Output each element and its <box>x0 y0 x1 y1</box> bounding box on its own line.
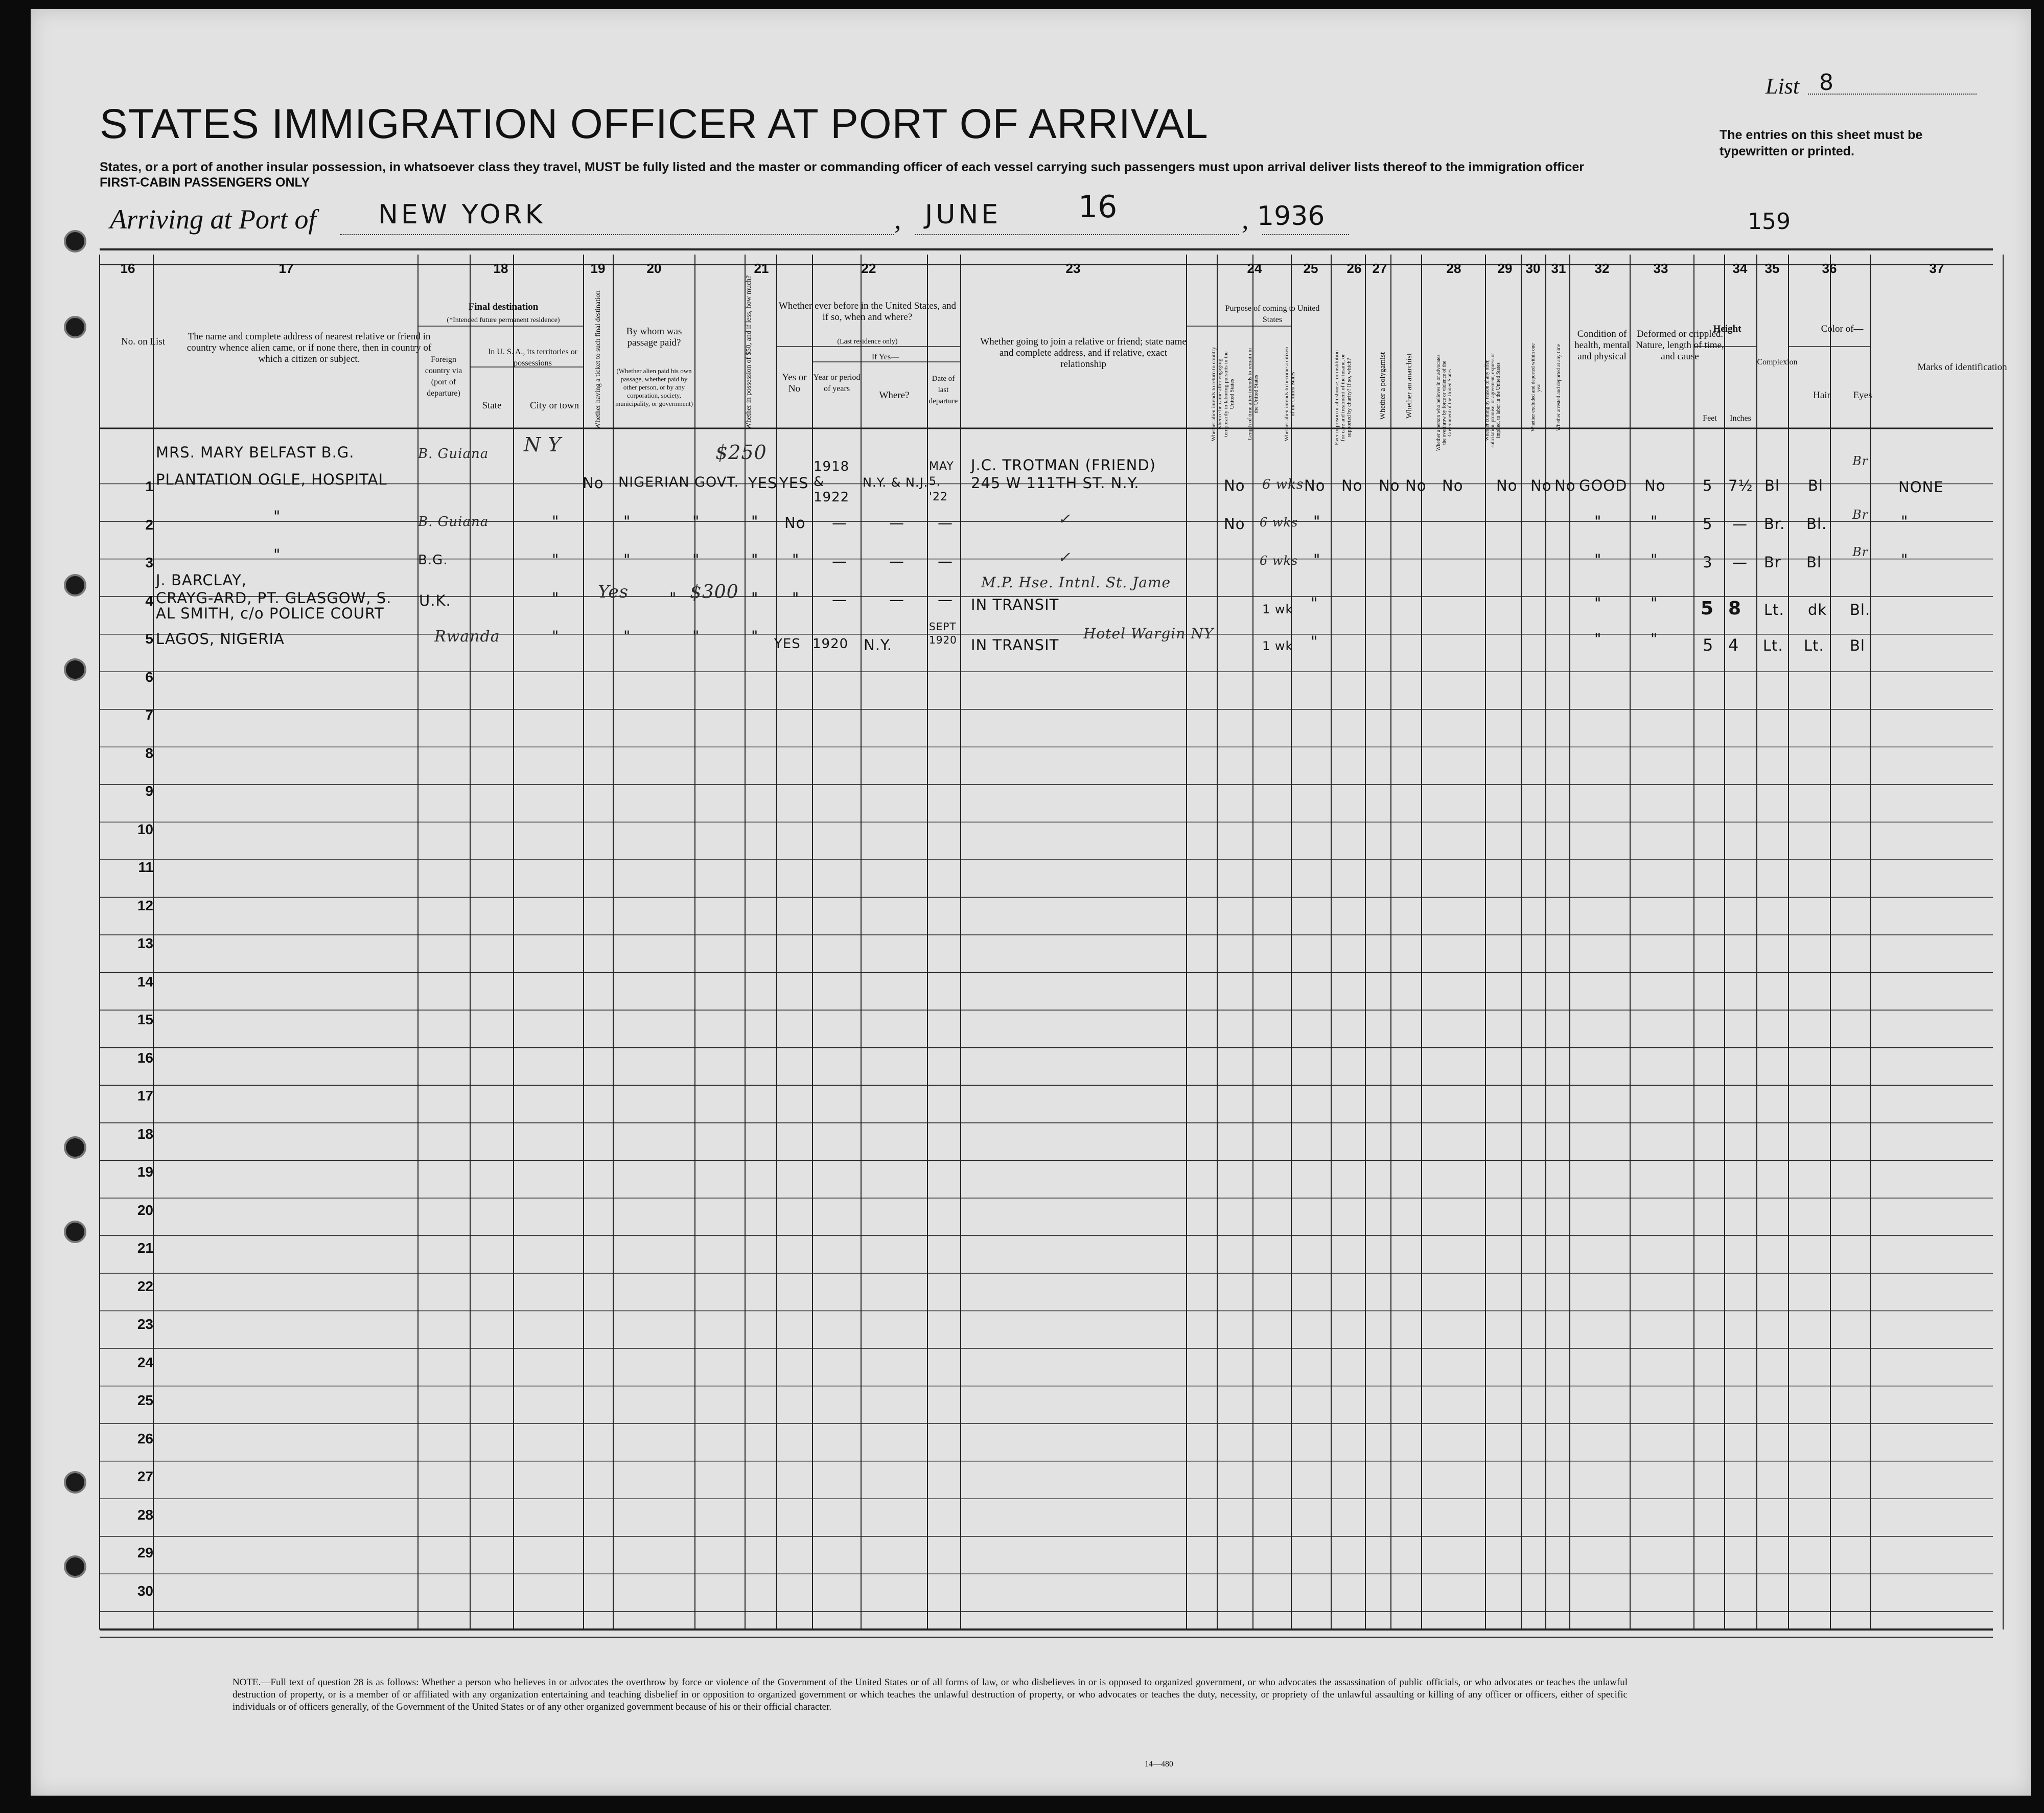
row4-relative-address: CRAYG-ARD, PT. GLASGOW, S. <box>156 589 392 607</box>
header-nearest-relative: The name and complete address of nearest relative or friend in country whence alien came, or if none there, then in country of which a citizen or subject. <box>187 331 432 364</box>
column-number: 17 <box>278 261 294 276</box>
row-number: 26 <box>137 1430 153 1447</box>
column-number: 32 <box>1594 261 1610 276</box>
row1-inches: 7½ <box>1728 477 1753 494</box>
row4-fifty: " <box>751 589 759 607</box>
column-number: 30 <box>1525 261 1541 276</box>
row5-deformed: " <box>1651 630 1658 648</box>
row-number: 29 <box>137 1545 153 1560</box>
row-number: 20 <box>137 1202 153 1218</box>
row2-where: — <box>889 514 904 532</box>
row1-join-address: 245 W 111TH ST. N.Y. <box>971 474 1140 492</box>
row2-eyes: Br <box>1852 508 1869 522</box>
row4-join: IN TRANSIT <box>971 596 1059 613</box>
row4-country: U.K. <box>419 592 451 609</box>
row4-years: — <box>832 591 847 608</box>
page-number: 159 <box>1748 209 1791 235</box>
list-value: 8 <box>1819 70 1833 96</box>
header-final-destination: Final destination <box>468 302 539 312</box>
column-number: 28 <box>1446 261 1461 276</box>
column-number: 31 <box>1551 261 1566 276</box>
column-number: 19 <box>590 261 606 276</box>
row5-join-note: Hotel Wargin NY <box>1083 625 1214 642</box>
row-number: 3 <box>145 555 153 570</box>
row1-purpose-citizen: No <box>1304 477 1326 494</box>
row1-purpose-return: No <box>1224 477 1245 494</box>
row3-health: " <box>1594 551 1602 568</box>
row-number: 6 <box>145 669 153 685</box>
header-inches: Inches <box>1730 414 1751 423</box>
row-number: 22 <box>137 1278 153 1294</box>
row2-purpose-citizen: " <box>1313 513 1321 530</box>
row-number: 28 <box>137 1506 153 1523</box>
row4-feet: 5 <box>1701 598 1714 619</box>
row1-ticket: No <box>583 474 604 492</box>
header-marks: Marks of identification <box>1917 362 2007 373</box>
row1-health: GOOD <box>1579 477 1628 494</box>
row-number: 17 <box>137 1088 153 1104</box>
row3-country: B.G. <box>418 553 448 568</box>
row4-deformed: " <box>1651 594 1658 612</box>
row5-relative: AL SMITH, c/o POLICE COURT <box>156 605 384 622</box>
row5-purpose-citizen: " <box>1311 633 1318 650</box>
row5-eyes: Bl <box>1850 637 1865 654</box>
row3-passage-paid: " <box>692 551 700 568</box>
column-number: 37 <box>1929 261 1944 276</box>
header-state: State <box>482 400 502 411</box>
row1-polygamist: No <box>1379 477 1400 494</box>
typewritten-notice: The entries on this sheet must be typewritten or printed. <box>1720 128 1923 158</box>
row4-eyes: Bl. <box>1850 601 1871 618</box>
column-number: 16 <box>120 261 135 276</box>
row4-join-note: M.P. Hse. Intnl. St. Jame <box>981 574 1171 591</box>
header-city: City or town <box>529 400 579 411</box>
row4-where: — <box>889 591 904 608</box>
row1-where: N.Y. & N.J. <box>863 475 928 490</box>
row-number: 8 <box>145 745 153 761</box>
column-number: 18 <box>493 261 508 276</box>
row1-deformed: No <box>1644 477 1666 494</box>
row-number: 13 <box>137 935 153 951</box>
row5-before: YES <box>774 636 801 652</box>
row-number: 23 <box>137 1316 153 1332</box>
list-label: List <box>1766 74 1800 99</box>
header-feet: Feet <box>1703 414 1717 423</box>
header-excluded: Whether excluded and deported within one year <box>1530 343 1542 432</box>
row5-where: N.Y. <box>864 636 892 654</box>
row-number: 2 <box>145 516 153 533</box>
column-number: 21 <box>754 261 769 276</box>
row1-join: J.C. TROTMAN (FRIEND) <box>971 456 1156 474</box>
month-value: JUNE <box>925 199 1002 230</box>
column-number: 34 <box>1732 261 1748 276</box>
row1-arrested: No <box>1554 477 1576 494</box>
row1-eyes: Br <box>1852 454 1869 468</box>
row3-inches: — <box>1732 554 1748 571</box>
row4-health: " <box>1594 594 1602 612</box>
row2-country: B. Guiana <box>418 514 489 530</box>
row1-feet: 5 <box>1703 477 1713 494</box>
header-eyes: Eyes <box>1853 390 1872 401</box>
row1-purpose-length: 6 wks <box>1262 477 1304 492</box>
row-number: 7 <box>145 707 153 723</box>
header-passage-note: (Whether alien paid his own passage, whether paid by other person, or by any corporation, society, municipality, or government) <box>615 367 693 407</box>
row3-join: ✓ <box>1058 548 1071 566</box>
row1-country: B. Guiana <box>418 446 489 462</box>
row5-purpose-length: 1 wk <box>1262 639 1293 653</box>
footnote: NOTE.—Full text of question 28 is as follows: Whether a person who believes in or advocates the overthrow by force or violence of the Government of the United States or of all forms of law, or who disbelieves in or is opposed to organized government, or who advocates the assassination of public officials, or who advocates or teaches the unlawful destruction of property, or is a member of or affiliated with any organization entertaining and teaching disbelief in or opposition to organized government or which teaches the unlawful destruction of property, or who advocates or teaches the duty, necessity, or propriety of the unlawful assaulting or killing of any officer or officers, either of specific individuals or of officers generally, of the Government of the United States or of any other organized government because of his or their official character. <box>233 1677 1628 1712</box>
row1-fifty: YES <box>748 474 778 492</box>
row2-complexion: Br. <box>1764 515 1785 533</box>
row5-country: Rwanda <box>434 628 500 646</box>
row3-purpose-length: 6 wks <box>1260 554 1298 568</box>
row1-before: YES <box>779 474 809 492</box>
header-hair: Hair <box>1813 390 1830 401</box>
header-arrested: Whether arrested and deported at any time <box>1556 344 1562 431</box>
column-number: 25 <box>1303 261 1318 276</box>
header-yes-no: Yes or No <box>782 372 807 394</box>
row5-departure: SEPT 1920 <box>929 621 957 646</box>
header-health: Condition of health, mental and physical <box>1574 329 1630 362</box>
row2-purpose-length: 6 wks <box>1260 515 1298 530</box>
row1-passage-paid: NIGERIAN GOVT. <box>618 474 739 490</box>
header-deformed: Deformed or crippled. Nature, length of time, and cause <box>1636 329 1724 362</box>
row-number: 21 <box>137 1240 153 1256</box>
row2-hair: Bl. <box>1806 515 1827 533</box>
row2-inches: — <box>1732 515 1748 533</box>
header-height: Height <box>1713 324 1741 334</box>
header-no-on-list: No. on List <box>121 336 166 347</box>
form-number: 14—480 <box>1145 1760 1173 1769</box>
row5-complexion: Lt. <box>1763 637 1783 654</box>
row1-marks: NONE <box>1898 478 1944 496</box>
header-prison: Ever in prison or almshouse, or institution for care and treatment of the insane, or supported by charity? If so, which? <box>1334 350 1352 445</box>
row2-ticket: " <box>623 513 631 530</box>
subtitle-line-1: States, or a port of another insular possession, in whatsoever class they travel, MUST be fully listed and the master or commanding officer of each vessel carrying such passengers must upon arrival deliver lists thereof to the immigration officer <box>100 160 1584 174</box>
row3-city: " <box>552 551 560 568</box>
header-final-destination-note: (*Intended future permanent residence) <box>447 316 560 324</box>
row-number: 27 <box>137 1468 153 1484</box>
header-purpose-citizen: Whether alien intends to become a citizen of the United States <box>1284 347 1296 442</box>
row5-relative-address: LAGOS, NIGERIA <box>156 630 285 648</box>
header-if-yes: If Yes— <box>871 353 899 361</box>
row4-complexion: Lt. <box>1764 601 1784 618</box>
row2-before: No <box>784 514 806 532</box>
row3-relative: " <box>273 546 281 563</box>
year-value: 1936 <box>1257 201 1325 232</box>
row1-complexion: Bl <box>1764 477 1780 494</box>
row5-health: " <box>1594 630 1602 648</box>
row1-overthrow: No <box>1442 477 1464 494</box>
manifest-grid <box>31 9 2031 1796</box>
row3-hair: Bl <box>1806 554 1822 571</box>
header-where: Where? <box>879 390 910 401</box>
column-number: 35 <box>1764 261 1780 276</box>
header-polygamist: Whether a polygamist <box>1379 352 1387 420</box>
header-overthrow: Whether a person who believes in or advocates the overthrow by force or violence of the Government of the United States <box>1436 354 1453 451</box>
row1-relative-address: PLANTATION OGLE, HOSPITAL <box>156 471 387 488</box>
row4-purpose-citizen: " <box>1311 594 1318 612</box>
header-in-usa: In U. S. A., its territories or possessions <box>487 348 578 368</box>
row5-ticket: " <box>623 628 631 645</box>
row-number: 12 <box>137 897 153 913</box>
row1-relative: MRS. MARY BELFAST B.G. <box>156 444 355 461</box>
row1-city: N Y <box>524 433 562 456</box>
row1-years: 1918 & 1922 <box>814 459 850 505</box>
row5-inches: 4 <box>1728 635 1739 655</box>
header-ticket: Whether having a ticket to such final destination <box>594 290 602 429</box>
row-number: 16 <box>137 1049 153 1066</box>
row-number: 24 <box>137 1354 153 1370</box>
header-purpose: Purpose of coming to United States <box>1225 304 1320 324</box>
row4-passage-amount: $300 <box>690 582 739 603</box>
subtitle-line-2: FIRST-CABIN PASSENGERS ONLY <box>100 175 310 190</box>
comma-2: , <box>1242 204 1249 235</box>
row4-relative: J. BARCLAY, <box>156 571 247 589</box>
header-anarchist: Whether an anarchist <box>1405 353 1413 419</box>
row4-city: " <box>552 589 560 607</box>
row-number: 5 <box>145 631 153 647</box>
row3-fifty: " <box>751 551 759 568</box>
row3-years: — <box>832 553 847 570</box>
row4-hair: dk <box>1808 601 1827 618</box>
header-contract: Whether coming by reason of any offer, solicitation, promise, or agreement, express or implied, to labor in the United States <box>1484 353 1501 448</box>
manifest-sheet <box>31 9 2031 1796</box>
column-number: 33 <box>1653 261 1668 276</box>
row3-before: " <box>792 551 800 568</box>
row2-marks: " <box>1901 513 1909 530</box>
header-last-residence: (Last residence only) <box>837 338 898 346</box>
row5-fifty: " <box>751 628 759 645</box>
row1-hair: Bl <box>1808 477 1823 494</box>
row4-ticket: Yes <box>598 582 629 602</box>
header-color-of: Color of— <box>1821 324 1864 334</box>
row2-purpose-return: No <box>1224 515 1245 533</box>
row5-passage-paid: " <box>692 628 700 645</box>
row1-anarchist: No <box>1405 477 1427 494</box>
row2-years: — <box>832 514 847 532</box>
comma-1: , <box>894 204 901 235</box>
row4-before: " <box>792 589 800 607</box>
row3-eyes: Br <box>1852 545 1869 559</box>
row4-departure: — <box>938 591 953 608</box>
row3-marks: " <box>1901 551 1909 568</box>
row-number: 25 <box>137 1392 153 1408</box>
header-purpose-return: Whether alien intends to return to country whence he came after engaging temporarily in laboring pursuits in the United States <box>1211 347 1235 442</box>
row2-fifty: " <box>751 513 759 530</box>
row2-relative: " <box>273 508 281 525</box>
row3-purpose-citizen: " <box>1313 551 1321 568</box>
row2-departure: — <box>938 514 953 532</box>
column-number: 27 <box>1372 261 1387 276</box>
header-passage-paid: By whom was passage paid? <box>626 326 682 348</box>
row3-departure: — <box>938 553 953 570</box>
port-value: NEW YORK <box>378 199 546 230</box>
page-title: STATES IMMIGRATION OFFICER AT PORT OF ARRIVAL <box>100 101 1209 147</box>
row2-join: ✓ <box>1058 510 1071 527</box>
row1-prison: No <box>1341 477 1363 494</box>
row3-ticket: " <box>623 551 631 568</box>
row-number: 19 <box>137 1164 153 1180</box>
header-year-period: Year or period of years <box>813 373 861 393</box>
row5-hair: Lt. <box>1804 637 1824 654</box>
column-number: 29 <box>1497 261 1513 276</box>
row3-where: — <box>889 553 904 570</box>
header-complexion: Complexion <box>1757 358 1798 366</box>
column-number: 36 <box>1822 261 1837 276</box>
day-value: 16 <box>1078 189 1118 225</box>
row1-contract: No <box>1496 477 1518 494</box>
row5-join: IN TRANSIT <box>971 636 1059 654</box>
row2-feet: 5 <box>1703 515 1713 533</box>
row-number: 14 <box>137 973 153 990</box>
column-number: 24 <box>1247 261 1262 276</box>
row2-health: " <box>1594 513 1602 530</box>
row2-city: " <box>552 513 560 530</box>
header-foreign-country: Foreign country via (port of departure) <box>425 355 462 398</box>
row5-years: 1920 <box>812 636 849 652</box>
row4-inches: 8 <box>1728 598 1742 619</box>
column-number: 26 <box>1346 261 1362 276</box>
row-number: 15 <box>137 1012 153 1027</box>
row4-purpose-length: 1 wk <box>1262 602 1293 616</box>
row5-feet: 5 <box>1703 635 1714 655</box>
header-ever-before: Whether ever before in the United States, and if so, when and where? <box>778 301 957 323</box>
row5-city: " <box>552 628 560 645</box>
row-number: 18 <box>137 1126 153 1142</box>
column-number: 20 <box>646 261 662 276</box>
row2-deformed: " <box>1651 513 1658 530</box>
row-number: 11 <box>138 859 153 875</box>
row3-complexion: Br <box>1764 554 1781 571</box>
row1-excluded: No <box>1530 477 1552 494</box>
row4-passage-paid: " <box>669 589 677 607</box>
header-fifty-dollars: Whether in possession of $50, and if less, how much? <box>745 275 753 429</box>
row2-passage-paid: " <box>692 513 700 530</box>
row1-passage-amount: $250 <box>715 441 767 464</box>
row-number: 10 <box>137 821 153 837</box>
row-number: 9 <box>145 783 153 799</box>
arriving-label: Arriving at Port of <box>110 204 316 235</box>
header-join-relative: Whether going to join a relative or friend; state name and complete address, and if relative, exact relationship <box>980 336 1187 370</box>
column-number: 22 <box>861 261 876 276</box>
row-number: 30 <box>137 1582 153 1599</box>
column-number: 23 <box>1065 261 1081 276</box>
row3-feet: 3 <box>1703 554 1713 571</box>
row-number: 1 <box>145 478 153 494</box>
row-number: 4 <box>145 592 153 609</box>
header-purpose-length: Length of time alien intends to remain in the United States <box>1247 348 1259 440</box>
row3-deformed: " <box>1651 551 1658 568</box>
header-date-departure: Date of last departure <box>928 375 958 405</box>
row1-departure: MAY 5, '22 <box>929 460 954 503</box>
